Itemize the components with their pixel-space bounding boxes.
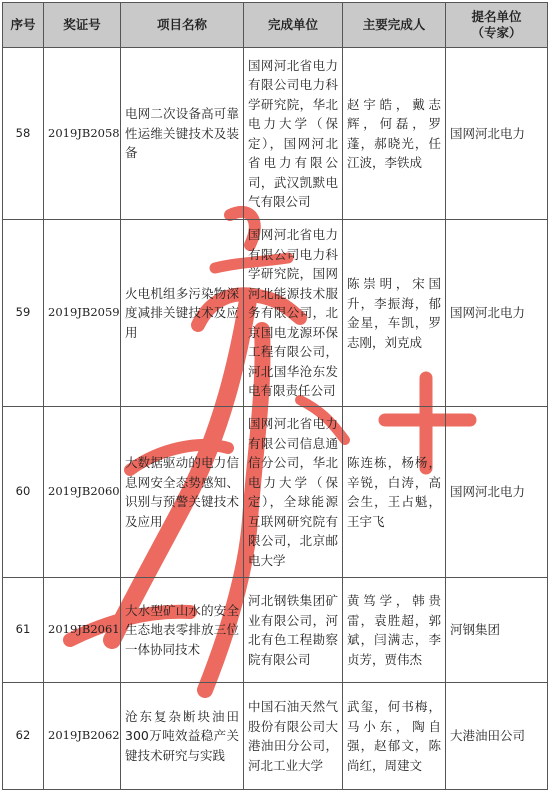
row-number: 58 — [3, 48, 44, 220]
table-header-row — [3, 3, 548, 48]
nominating-unit: 国网河北电力 — [446, 220, 548, 407]
header-certificate-number: 奖证号 — [44, 3, 121, 48]
row-number: 61 — [3, 578, 44, 683]
row-number: 62 — [3, 683, 44, 790]
project-name: 沧东复杂断块油田300万吨效益稳产关键技术研究与实践 — [121, 683, 244, 790]
header-number: 序号 — [3, 3, 44, 48]
completion-units: 国网河北省电力有限公司电力科学研究院，华北电力大学（保定），国网河北省电力有限公司，武汉凯默电气有限公司 — [244, 48, 343, 220]
table-row — [3, 48, 548, 220]
nominating-unit: 大港油田公司 — [446, 683, 548, 790]
nominating-unit: 国网河北电力 — [446, 48, 548, 220]
table-row — [3, 683, 548, 790]
main-contributors: 黄笃学，韩贵雷，袁胜超，郭斌，闫满志，李贞芳，贾伟杰 — [343, 578, 446, 683]
header-main-contributors: 主要完成人 — [343, 3, 446, 48]
project-name: 大水型矿山水的安全生态地表零排放三位一体协同技术 — [121, 578, 244, 683]
table-row — [3, 220, 548, 407]
table-row — [3, 407, 548, 578]
completion-units: 国网河北省电力有限公司信息通信分公司，华北电力大学（保定），全球能源互联网研究院有限公司，北京邮电大学 — [244, 407, 343, 578]
project-name: 大数据驱动的电力信息网安全态势感知、识别与预警关键技术及应用 — [121, 407, 244, 578]
award-table — [2, 2, 548, 790]
row-number: 59 — [3, 220, 44, 407]
certificate-number: 2019JB2058 — [44, 48, 121, 220]
completion-units: 河北钢铁集团矿业有限公司，河北有色工程勘察院有限公司 — [244, 578, 343, 683]
certificate-number: 2019JB2061 — [44, 578, 121, 683]
project-name: 电网二次设备高可靠性运维关键技术及装备 — [121, 48, 244, 220]
certificate-number: 2019JB2062 — [44, 683, 121, 790]
header-nominating-unit: 提名单位 （专家） — [446, 3, 548, 48]
header-project-name: 项目名称 — [121, 3, 244, 48]
certificate-number: 2019JB2059 — [44, 220, 121, 407]
header-completion-units: 完成单位 — [244, 3, 343, 48]
main-contributors: 武玺，何书梅，马小东，陶自强，赵郁文，陈尚红，周建文 — [343, 683, 446, 790]
completion-units: 国网河北省电力有限公司电力科学研究院，国网河北能源技术服务有限公司，北京国电龙源环保工程有限公司，河北国华沧东发电有限责任公司 — [244, 220, 343, 407]
certificate-number: 2019JB2060 — [44, 407, 121, 578]
main-contributors: 陈崇明，宋国升，李振海，郁金星，车凯，罗志刚，刘克成 — [343, 220, 446, 407]
nominating-unit: 河钢集团 — [446, 578, 548, 683]
completion-units: 中国石油天然气股份有限公司大港油田分公司，河北工业大学 — [244, 683, 343, 790]
table-row — [3, 578, 548, 683]
main-contributors: 陈连栋，杨杨，辛锐，白涛，高会生，王占魁，王宇飞 — [343, 407, 446, 578]
main-contributors: 赵宇皓，戴志辉，何磊，罗蓬，郝晓光，任江波，李铁成 — [343, 48, 446, 220]
row-number: 60 — [3, 407, 44, 578]
nominating-unit: 国网河北电力 — [446, 407, 548, 578]
project-name: 火电机组多污染物深度减排关键技术及应用 — [121, 220, 244, 407]
